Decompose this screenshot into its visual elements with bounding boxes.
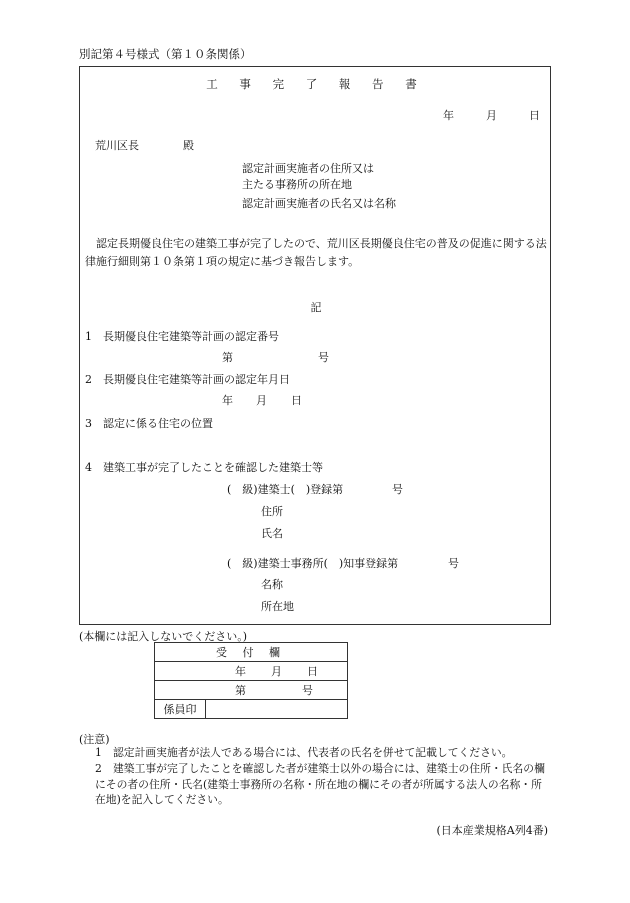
office-registration-go: 号 [448, 557, 459, 570]
staff-seal-label: 係員印 [155, 700, 206, 719]
architect-registration-go: 号 [392, 483, 403, 496]
item-4-label: 建築工事が完了したことを確認した建築士等 [103, 461, 323, 474]
item-1 [85, 328, 279, 344]
ki-heading: 記 [310, 301, 322, 314]
architect-address: 住所 [261, 505, 283, 518]
item-2-num: 2 [85, 373, 92, 386]
date-day: 日 [529, 109, 540, 122]
reception-table [154, 642, 348, 719]
reception-date: 年 月 日 [155, 662, 348, 681]
report-date [411, 107, 540, 123]
item-2-day: 日 [291, 394, 302, 407]
date-month: 月 [486, 109, 497, 122]
architect-registration: ( 級)建築士( )登録第 [227, 483, 344, 496]
note-2: 2 建築工事が完了したことを確認した者が建築士以外の場合には、建築士の住所・氏名の欄にその者の住所・氏名(建築士事務所の名称・所在地の欄にその者が所属する法人の名称・所在地)を記入してください。 [95, 762, 545, 807]
reception-header: 受 付 欄 [155, 643, 348, 662]
staff-seal-cell [206, 700, 348, 719]
item-3-label: 認定に係る住宅の位置 [103, 417, 213, 430]
architect-name: 氏名 [261, 527, 283, 540]
jis-size-label: (日本産業規格A列4番) [436, 824, 548, 837]
item-1-go: 号 [318, 351, 329, 364]
addressee-suffix: 殿 [183, 139, 194, 152]
office-registration: ( 級)建築士事務所( )知事登録第 [227, 557, 399, 570]
date-year: 年 [443, 109, 454, 122]
applicant-address-line1: 認定計画実施者の住所又は [242, 162, 374, 175]
addressee [95, 137, 194, 153]
item-2-year: 年 [222, 394, 233, 407]
applicant-name-line: 認定計画実施者の氏名又は名称 [242, 197, 396, 210]
note-1: 1 認定計画実施者が法人である場合には、代表者の氏名を併せて記載してください。 [95, 746, 513, 759]
document-title: 工 事 完 了 報 告 書 [206, 77, 426, 91]
form-label: 別記第４号様式（第１０条関係） [79, 47, 252, 61]
item-3-num: 3 [85, 417, 92, 430]
item-2 [85, 371, 290, 387]
applicant-address-line2: 主たる事務所の所在地 [242, 178, 352, 191]
reception-number: 第 号 [155, 681, 348, 700]
item-3 [85, 415, 213, 431]
notes-heading: (注意) [79, 733, 110, 746]
office-location: 所在地 [261, 600, 294, 613]
office-name: 名称 [261, 578, 283, 591]
item-2-month: 月 [256, 394, 267, 407]
item-1-dai: 第 [222, 351, 233, 364]
item-4-num: 4 [85, 461, 92, 474]
item-2-label: 長期優良住宅建築等計画の認定年月日 [103, 373, 290, 386]
item-1-label: 長期優良住宅建築等計画の認定番号 [103, 330, 279, 343]
item-4 [85, 459, 323, 475]
admin-note: (本欄には記入しないでください。) [79, 630, 248, 643]
notice-text: 認定長期優良住宅の建築工事が完了したので、荒川区長期優良住宅の普及の促進に関する法律施行細則第１０条第１項の規定に基づき報告します。 [85, 237, 547, 268]
item-1-num: 1 [85, 330, 92, 343]
addressee-name: 荒川区長 [95, 139, 139, 152]
report-form [79, 66, 551, 625]
